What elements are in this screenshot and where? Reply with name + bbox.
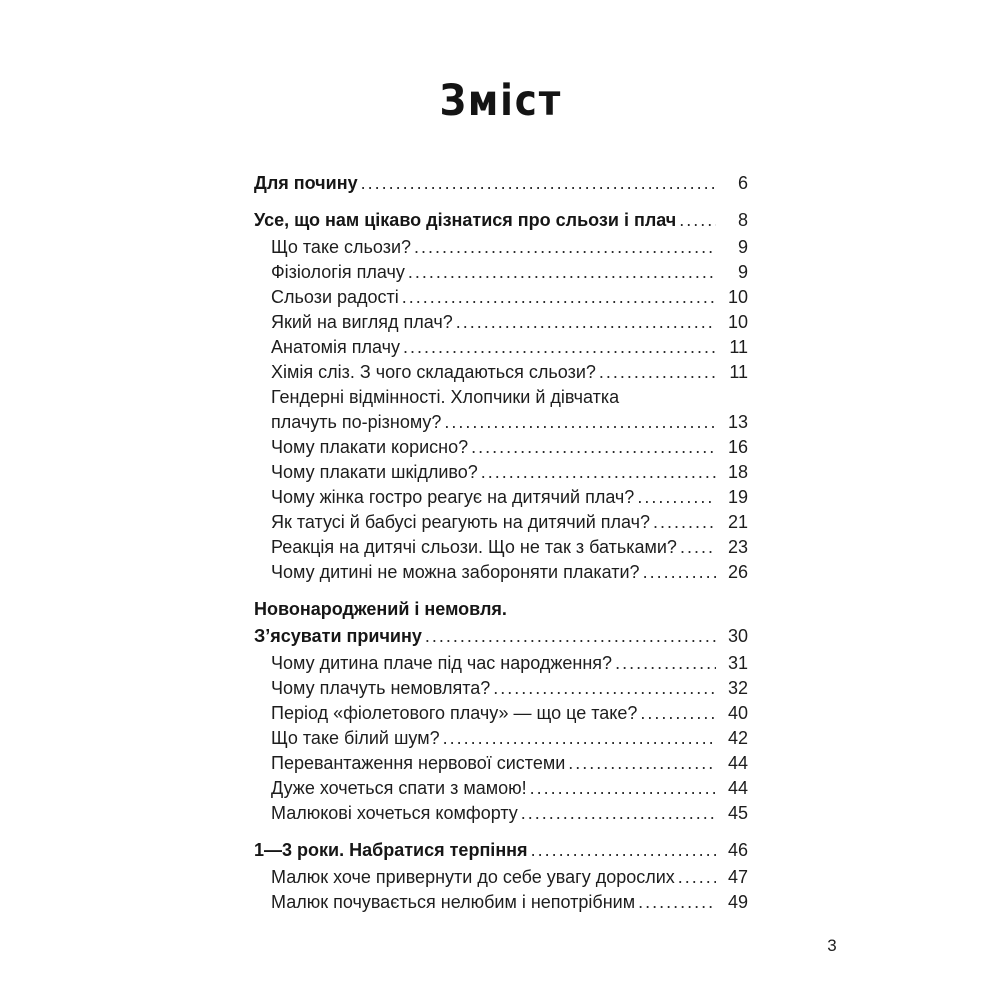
dot-leader: [676, 208, 716, 233]
toc-entry-page: 49: [727, 892, 748, 912]
toc-entry-page: 44: [727, 753, 748, 773]
toc-entry: [254, 890, 748, 915]
toc-entry-label: Чому плакати шкідливо?: [271, 462, 478, 482]
toc-entry-label: Новонароджений і немовля.: [254, 599, 507, 619]
toc-entry-page: 16: [727, 437, 748, 457]
toc-entry-label: 1—3 роки. Набратися терпіння: [254, 840, 528, 860]
toc-entry-page: 23: [727, 537, 748, 557]
dot-leader: [528, 838, 716, 863]
toc-entry-page: 10: [727, 312, 748, 332]
dot-leader: [675, 865, 716, 890]
toc-entry: [254, 485, 748, 510]
toc-entry: [254, 510, 748, 535]
toc-entry-label: Чому плакати корисно?: [271, 437, 469, 457]
toc-entry-page: 19: [727, 487, 748, 507]
toc-entry-label: Малюкові хочеться комфорту: [271, 803, 518, 823]
toc-entry-page: 30: [727, 626, 748, 646]
toc-entry-page: 18: [727, 462, 748, 482]
toc-entry-label: Малюк почувається нелюбим і непотрібним: [271, 892, 636, 912]
toc-entry: [254, 460, 748, 485]
toc-entry-label: Який на вигляд плач?: [271, 312, 453, 332]
dot-leader: [518, 801, 716, 826]
toc-entry: [254, 535, 748, 560]
toc-entry: [254, 171, 748, 196]
toc-entry-page: 9: [737, 237, 748, 257]
dot-leader: [411, 235, 716, 260]
toc-entry-label: Усе, що нам цікаво дізнатися про сльози і плач: [254, 210, 677, 230]
toc-entry-label: Гендерні відмінності. Хлопчики й дівчатка: [271, 387, 620, 407]
toc-entry-page: 11: [729, 337, 748, 357]
toc-entry-label: Чому дитина плаче під час народження?: [271, 653, 613, 673]
toc-entry: [254, 385, 748, 410]
dot-leader: [490, 676, 716, 701]
dot-leader: [422, 624, 716, 649]
page-title: Зміст: [439, 76, 563, 126]
toc-entry-page: 10: [727, 287, 748, 307]
toc-entry-page: 8: [737, 210, 748, 230]
toc-entry-page: 21: [727, 512, 748, 532]
toc-entry-page: 9: [737, 262, 748, 282]
toc-entry-page: 26: [727, 562, 748, 582]
toc-entry-label: Що таке білий шум?: [271, 728, 440, 748]
toc-entry: [254, 410, 748, 435]
toc-entry: [254, 751, 748, 776]
dot-leader: [637, 701, 716, 726]
dot-leader: [358, 171, 716, 196]
toc-entry: [254, 676, 748, 701]
toc-list: [254, 171, 748, 915]
toc-entry-label: Малюк хоче привернути до себе увагу дорослих: [271, 867, 675, 887]
toc-entry-label: Як татусі й бабусі реагують на дитячий плач?: [271, 512, 651, 532]
toc-entry: [254, 260, 748, 285]
toc-entry-page: 46: [727, 840, 748, 860]
toc-entry: [254, 726, 748, 751]
toc-entry: [254, 285, 748, 310]
toc-entry-page: 13: [727, 412, 748, 432]
toc-entry: [254, 865, 748, 890]
toc-entry: [254, 360, 748, 385]
toc-entry: [254, 597, 748, 622]
toc-entry: [254, 624, 748, 649]
dot-leader: [399, 285, 716, 310]
toc-entry: [254, 335, 748, 360]
toc-entry-page: 31: [727, 653, 748, 673]
toc-entry-label: Фізіологія плачу: [271, 262, 405, 282]
toc-entry: [254, 801, 748, 826]
dot-leader: [634, 485, 716, 510]
toc-entry: [254, 701, 748, 726]
toc-entry: [254, 310, 748, 335]
dot-leader: [596, 360, 716, 385]
toc-entry: [254, 235, 748, 260]
dot-leader: [405, 260, 716, 285]
toc-entry-label: Чому жінка гостро реагує на дитячий плач?: [271, 487, 635, 507]
toc-entry: [254, 208, 748, 233]
toc-entry-label: Анатомія плачу: [271, 337, 400, 357]
toc-entry-page: 47: [727, 867, 748, 887]
toc-entry-label: плачуть по-різному?: [271, 412, 442, 432]
toc-entry-page: 6: [737, 173, 748, 193]
toc-entry-label: Чому плачуть немовлята?: [271, 678, 491, 698]
dot-leader: [612, 651, 716, 676]
toc-entry-label: Сльози радості: [271, 287, 399, 307]
dot-leader: [468, 435, 716, 460]
dot-leader: [640, 560, 716, 585]
toc-entry-label: Реакція на дитячі сльози. Що не так з батьками?: [271, 537, 677, 557]
toc-entry-page: 11: [729, 362, 748, 382]
toc-entry-label: Чому дитині не можна забороняти плакати?: [271, 562, 640, 582]
page-title-wrap: [254, 78, 748, 124]
dot-leader: [400, 335, 716, 360]
toc-entry-page: 45: [727, 803, 748, 823]
dot-leader: [478, 460, 716, 485]
dot-leader: [441, 410, 716, 435]
toc-entry-label: З’ясувати причину: [254, 626, 422, 646]
dot-leader: [635, 890, 716, 915]
toc-entry-label: Перевантаження нервової системи: [271, 753, 566, 773]
toc-entry-label: Для почину: [254, 173, 358, 193]
toc-entry: [254, 651, 748, 676]
dot-leader: [650, 510, 716, 535]
toc-entry: [254, 776, 748, 801]
toc-entry-label: Хімія сліз. З чого складаються сльози?: [271, 362, 596, 382]
dot-leader: [440, 726, 716, 751]
toc-entry: [254, 560, 748, 585]
toc-entry-label: Що таке сльози?: [271, 237, 412, 257]
toc-entry-page: 40: [727, 703, 748, 723]
toc-entry: [254, 838, 748, 863]
toc-entry-page: 32: [727, 678, 748, 698]
toc-entry-label: Дуже хочеться спати з мамою!: [271, 778, 527, 798]
toc-entry-page: 42: [727, 728, 748, 748]
dot-leader: [453, 310, 716, 335]
toc-entry-page: 44: [727, 778, 748, 798]
dot-leader: [677, 535, 716, 560]
dot-leader: [565, 751, 716, 776]
dot-leader: [527, 776, 716, 801]
page-number: 3: [827, 936, 837, 955]
toc-entry: [254, 435, 748, 460]
toc-entry-label: Період «фіолетового плачу» — що це таке?: [271, 703, 638, 723]
